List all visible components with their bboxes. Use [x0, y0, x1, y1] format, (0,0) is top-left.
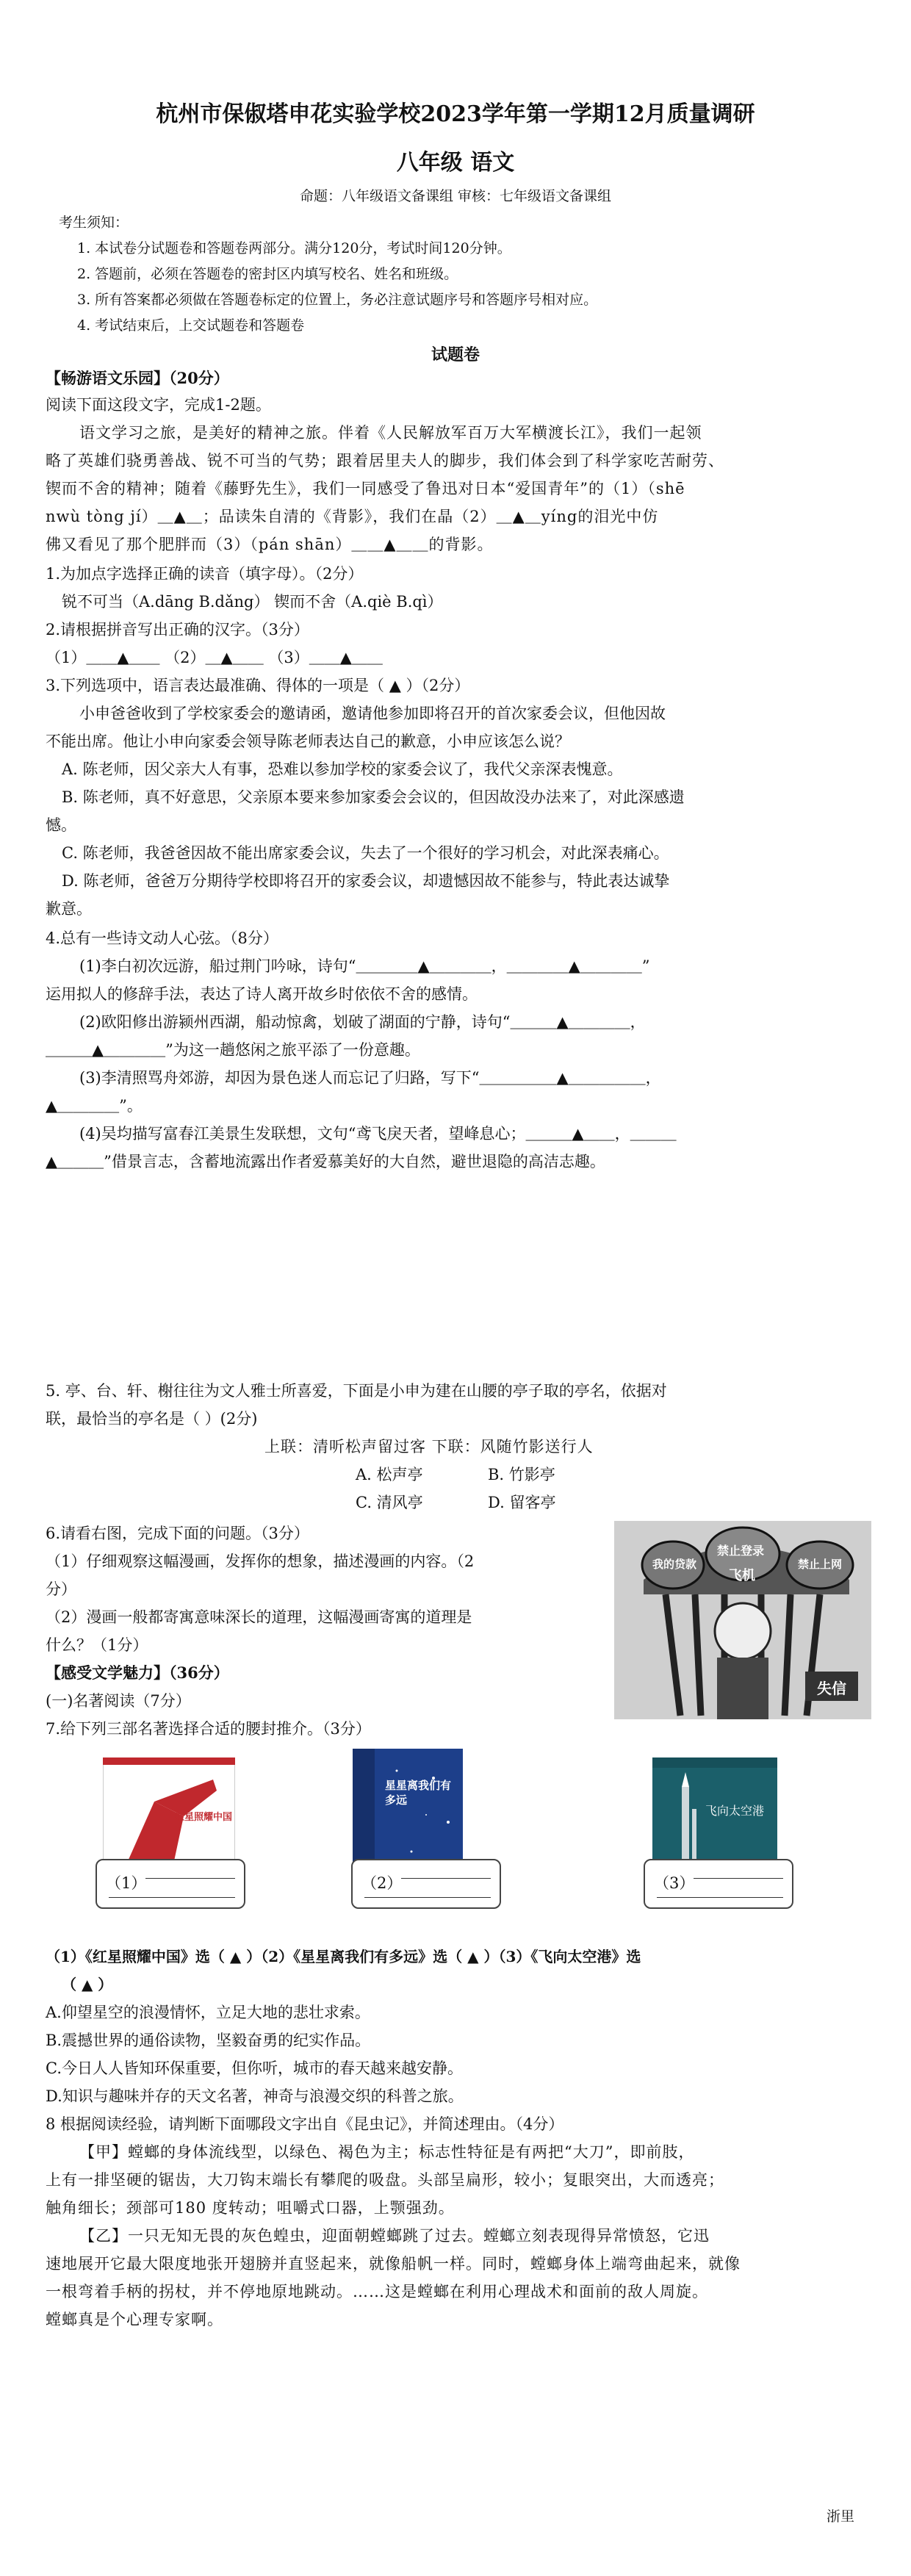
book-sash-1 — [96, 1859, 245, 1909]
part2-heading: 【感受文学魅力】（36分） — [46, 1663, 229, 1682]
question-6-line: 分） — [46, 1580, 76, 1598]
page-footer: 浙里 — [827, 2508, 855, 2525]
notice-heading: 考生须知： — [59, 215, 129, 231]
cartoon-label: 失信 — [817, 1680, 846, 1697]
question-4-line: (3)李清照骂舟郊游，却因为景色迷人而忘记了归路，写下“＿＿＿＿＿▲＿＿＿＿＿， — [79, 1069, 661, 1087]
question-4-line: 运用拟人的修辞手法，表达了诗人离开故乡时依依不舍的感情。 — [46, 985, 478, 1003]
book-cover-art — [353, 1749, 463, 1874]
notice-item: 1. 本试卷分试题卷和答题卷两部分。满分120分，考试时间120分钟。 — [77, 240, 511, 256]
question-4-line: (4)吴均描写富春江美景生发联想，文句“鸢飞戾天者，望峰息心；＿＿＿▲＿＿，＿＿＿ — [79, 1125, 677, 1143]
passage-yi-line: 螳螂真是个心理专家啊。 — [46, 2311, 223, 2328]
question-3-option: B. 陈老师，真不好意思，父亲原本要来参加家委会会议的，但因故没办法来了，对此深感遗 — [62, 788, 685, 806]
question-4-line: (2)欧阳修出游颍州西湖，船动惊禽，划破了湖面的宁静，诗句“＿＿＿▲＿＿＿＿， — [79, 1013, 646, 1031]
sash-line — [694, 1878, 783, 1879]
passage-yi-line: 速地展开它最大限度地张开翅膀并直竖起来，就像船帆一样。同时，螳螂身体上端弯曲起来，就像 — [46, 2255, 741, 2273]
question-4-line: ▲＿＿＿＿”。 — [46, 1097, 143, 1115]
question-6-line: （2）漫画一般都寄寓意味深长的道理，这幅漫画寄寓的道理是 — [46, 1608, 472, 1626]
cartoon-label: 禁止登录 — [717, 1544, 765, 1558]
book-sash-tag: （3） — [654, 1874, 695, 1892]
passage-jia-line: 触角细长；颈部可180 度转动；咀嚼式口器，上颚强劲。 — [46, 2199, 455, 2217]
question-3-stem: 不能出席。他让小申向家委会领导陈老师表达自己的歉意，小申应该怎么说？ — [46, 733, 570, 750]
cartoon-illustration — [614, 1521, 871, 1719]
book-sash-tag: （2） — [361, 1874, 403, 1892]
passage-line: 锲而不舍的精神；随着《藤野先生》，我们一同感受了鲁迅对日本“爱国青年”的（1）（shē — [46, 480, 685, 497]
question-5-couplet: 上联：清听松声留过客 下联：风随竹影送行人 — [264, 1438, 594, 1456]
question-5-option: A. 松声亭 — [356, 1466, 423, 1483]
question-7-option: A.仰望星空的浪漫情怀，立足大地的悲壮求索。 — [46, 2004, 370, 2021]
question-5-option: B. 竹影亭 — [488, 1466, 555, 1483]
question-3-option: C. 陈老师，我爸爸因故不能出席家委会议，失去了一个很好的学习机会，对此深表痛心。 — [62, 844, 669, 862]
question-2-blanks: （1）＿＿▲＿＿ （2）＿▲＿＿ （3）＿＿▲＿＿ — [46, 649, 383, 666]
book-title: 星星离我们有多远 — [385, 1779, 452, 1807]
sash-line — [145, 1878, 235, 1879]
question-5-option: C. 清风亭 — [356, 1494, 423, 1511]
page-subtitle: 八年级 语文 — [396, 150, 515, 176]
question-6: 6.请看右图，完成下面的问题。（3分） — [46, 1525, 309, 1542]
question-7-option: C.今日人人皆知环保重要，但你听，城市的春天越来越安静。 — [46, 2059, 463, 2077]
question-7: 7.给下列三部名著选择合适的腰封推介。（3分） — [46, 1720, 371, 1738]
book-sash-tag: （1） — [106, 1874, 147, 1892]
exam-meta: 命题：八年级语文备课组 审核：七年级语文备课组 — [299, 188, 612, 204]
section-title: 试题卷 — [431, 345, 480, 364]
question-3-option: D. 陈老师，爸爸万分期待学校即将召开的家委会议，却遗憾因故不能参与，特此表达诚挚 — [62, 872, 670, 890]
passage-line: nwù tòng jí）＿▲＿；品读朱自清的《背影》，我们在晶（2）＿▲＿yíng的泪光中仿 — [46, 508, 659, 525]
sash-line — [401, 1878, 491, 1879]
cartoon-label: 我的贷款 — [652, 1558, 697, 1571]
question-7-option: D.知识与趣味并存的天文名著，神奇与浪漫交织的科普之旅。 — [46, 2087, 464, 2105]
passage-yi-line: 【乙】一只无知无畏的灰色蝗虫，迎面朝螳螂跳了过去。螳螂立刻表现得异常愤怒，它迅 — [79, 2227, 710, 2245]
notice-item: 2. 答题前，必须在答题卷的密封区内填写校名、姓名和班级。 — [77, 266, 458, 282]
sash-line — [364, 1897, 491, 1898]
question-4-line: (1)李白初次远游，船过荆门吟咏，诗句“＿＿＿＿▲＿＿＿＿，＿＿＿＿▲＿＿＿＿” — [79, 957, 650, 975]
question-7-answer: （1）《红星照耀中国》选（ ▲ ）（2）《星星离我们有多远》选（ ▲ ）（3）《飞向太空港》选 — [46, 1948, 641, 1965]
question-3: 3.下列选项中，语言表达最准确、得体的一项是（ ▲ ）（2分） — [46, 677, 470, 694]
notice-item: 4. 考试结束后，上交试题卷和答题卷 — [77, 317, 305, 334]
question-3-option: 憾。 — [46, 816, 76, 834]
question-4-line: ＿＿＿▲＿＿＿＿”为这一趟悠闲之旅平添了一份意趣。 — [46, 1041, 420, 1059]
part1-heading: 【畅游语文乐园】（20分） — [46, 369, 229, 387]
question-6-line: 什么？（1分） — [46, 1636, 148, 1654]
question-5: 联，最恰当的亭名是（ ）(2分) — [46, 1410, 258, 1428]
question-7-option: B.震撼世界的通俗读物，坚毅奋勇的纪实作品。 — [46, 2032, 371, 2049]
question-3-option: A. 陈老师，因父亲大人有事，恐难以参加学校的家委会议了，我代父亲深表愧意。 — [62, 760, 623, 778]
book-title: 红星照耀中国 — [175, 1812, 233, 1823]
passage-jia-line: 【甲】螳螂的身体流线型，以绿色、褐色为主；标志性特征是有两把“大刀”，即前肢， — [79, 2143, 695, 2161]
question-6-line: （1）仔细观察这幅漫画，发挥你的想象，描述漫画的内容。（2 — [46, 1553, 475, 1570]
book-sash-3 — [644, 1859, 793, 1909]
question-1: 1.为加点字选择正确的读音（填字母）。（2分） — [46, 565, 364, 583]
book-title: 飞向太空港 — [705, 1804, 765, 1818]
question-4: 4.总有一些诗文动人心弦。（8分） — [46, 929, 278, 947]
sash-line — [109, 1897, 235, 1898]
passage-line: 佛又看见了那个肥胖而（3）（pán shān）＿＿▲＿＿的背影。 — [46, 536, 494, 553]
question-5-option: D. 留客亭 — [488, 1494, 556, 1511]
question-7-answer: （ ▲ ） — [62, 1976, 113, 1993]
cartoon-label: 飞机 — [729, 1568, 755, 1583]
notice-item: 3. 所有答案都必须做在答题卷标定的位置上，务必注意试题序号和答题序号相对应。 — [77, 292, 598, 308]
question-8: 8 根据阅读经验，请判断下面哪段文字出自《昆虫记》，并简述理由。（4分） — [46, 2115, 564, 2133]
part1-intro: 阅读下面这段文字，完成1-2题。 — [46, 396, 271, 414]
passage-jia-line: 上有一排坚硬的锯齿，大刀钩末端长有攀爬的吸盘。头部呈扁形，较小；复眼突出，大而透亮； — [46, 2171, 724, 2189]
sash-line — [657, 1897, 783, 1898]
passage-line: 略了英雄们骁勇善战、锐不可当的气势；跟着居里夫人的脚步，我们体会到了科学家吃苦耐劳、 — [46, 452, 724, 469]
passage-line: 语文学习之旅，是美好的精神之旅。伴着《人民解放军百万大军横渡长江》，我们一起领 — [79, 424, 702, 442]
question-2: 2.请根据拼音写出正确的汉字。（3分） — [46, 621, 309, 638]
question-4-line: ▲＿＿＿”借景言志，含蓄地流露出作者爱慕美好的大自然，避世退隐的高洁志趣。 — [46, 1153, 605, 1170]
book-sash-2 — [351, 1859, 501, 1909]
question-3-option: 歉意。 — [46, 900, 92, 918]
cartoon-label: 禁止上网 — [798, 1558, 843, 1571]
question-3-stem: 小申爸爸收到了学校家委会的邀请函，邀请他参加即将召开的首次家委会议，但他因故 — [79, 705, 666, 722]
passage-yi-line: 一根弯着手柄的拐杖，并不停地原地跳动。……这是螳螂在利用心理战术和面前的敌人周旋。 — [46, 2283, 708, 2300]
question-5: 5. 亭、台、轩、榭往往为文人雅士所喜爱，下面是小申为建在山腰的亭子取的亭名，依据对 — [46, 1382, 667, 1400]
page-title: 杭州市保俶塔申花实验学校2023学年第一学期12月质量调研 — [156, 101, 755, 127]
part2-sub: (一)名著阅读（7分） — [46, 1692, 191, 1710]
question-1-options: 锐不可当（A.dāng B.dǎng） 锲而不舍（A.qiè B.qì） — [62, 593, 443, 611]
